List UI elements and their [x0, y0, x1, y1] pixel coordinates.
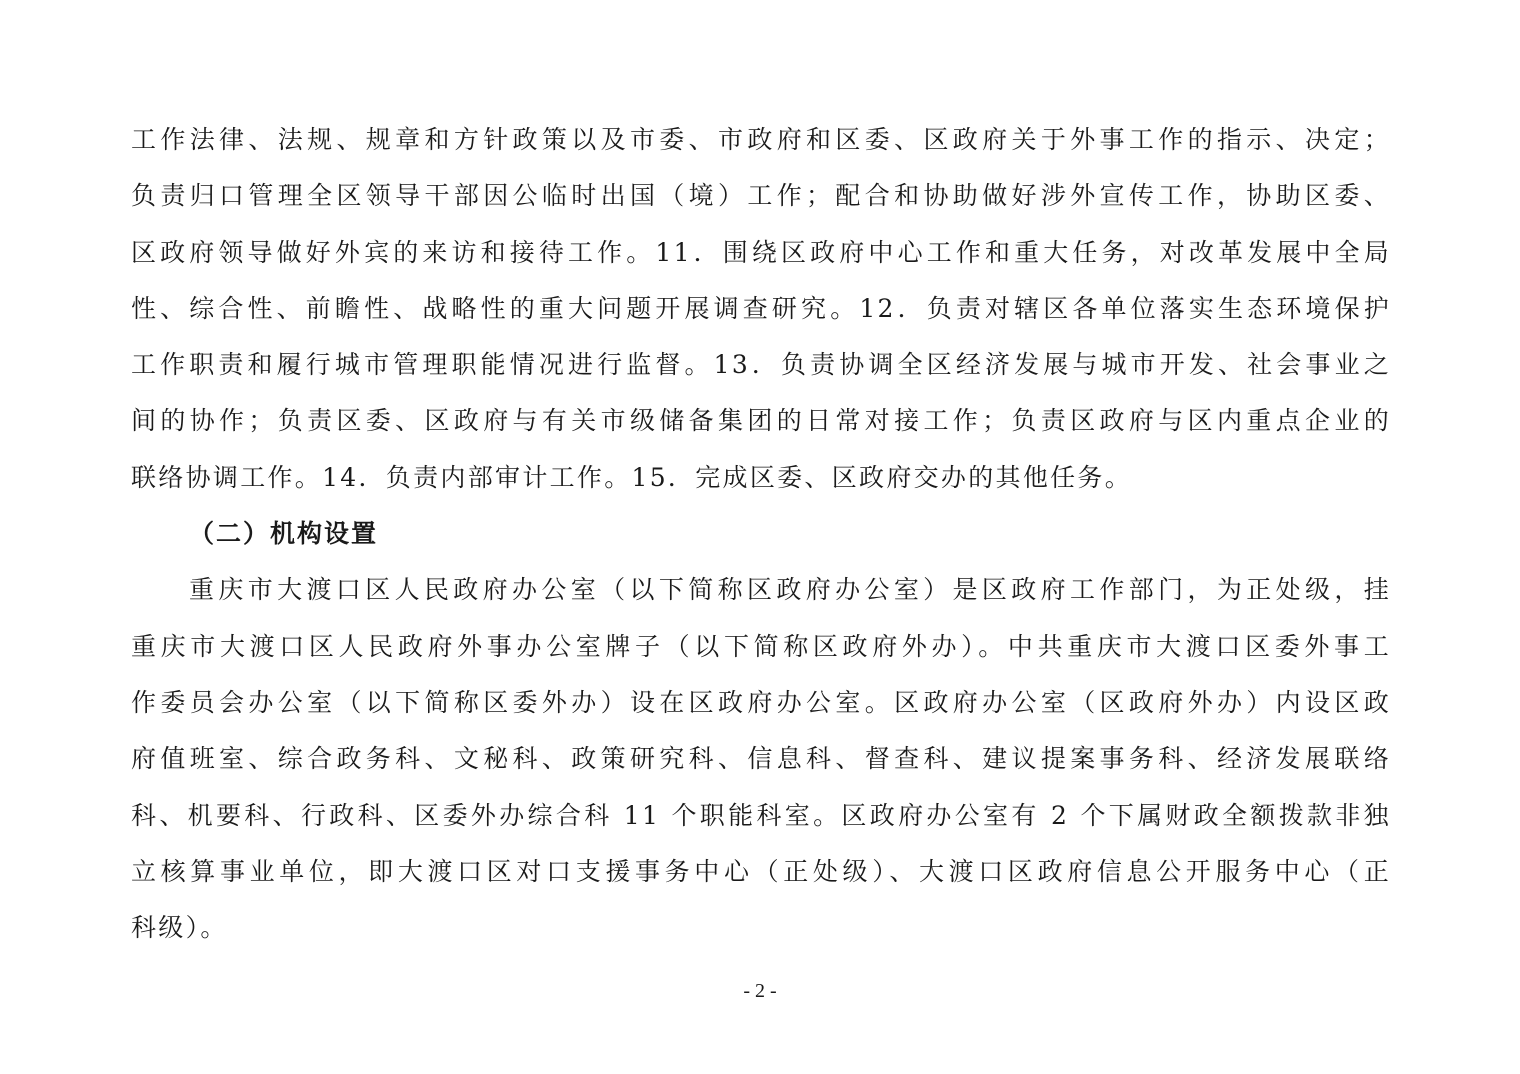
paragraph-line: 重庆市大渡口区人民政府外事办公室牌子（以下简称区政府外办）。中共重庆市大渡口区委外事工	[131, 631, 1391, 661]
paragraph-line: 工作法律、法规、规章和方针政策以及市委、市政府和区委、区政府关于外事工作的指示、决定；	[131, 125, 1391, 154]
paragraph-line: 负责归口管理全区领导干部因公临时出国（境）工作；配合和协助做好涉外宣传工作，协助区委、	[131, 181, 1391, 211]
paragraph-line: 科、机要科、行政科、区委外办综合科 11 个职能科室。区政府办公室有 2 个下属财政全额拨款非独	[131, 800, 1391, 830]
page-number: - 2 -	[743, 980, 777, 1002]
body-text	[131, 118, 1391, 962]
paragraph-line: 性、综合性、前瞻性、战略性的重大问题开展调查研究。12．负责对辖区各单位落实生态环境保护	[131, 293, 1391, 323]
paragraph-line: 科级）。	[131, 913, 228, 943]
paragraph-line: 立核算事业单位，即大渡口区对口支援事务中心（正处级）、大渡口区政府信息公开服务中心（正	[131, 856, 1391, 886]
paragraph-line: 作委员会办公室（以下简称区委外办）设在区政府办公室。区政府办公室（区政府外办）内设区政	[131, 687, 1391, 717]
paragraph-line: 联络协调工作。14．负责内部审计工作。15．完成区委、区政府交办的其他任务。	[131, 462, 1133, 492]
paragraph-line: 间的协作；负责区委、区政府与有关市级储备集团的日常对接工作；负责区政府与区内重点企业的	[131, 406, 1391, 436]
paragraph-line: 府值班室、综合政务科、文秘科、政策研究科、信息科、督查科、建议提案事务科、经济发展联络	[131, 744, 1391, 774]
section-heading: （二）机构设置	[189, 519, 379, 549]
paragraph-line: 区政府领导做好外宾的来访和接待工作。11．围绕区政府中心工作和重大任务，对改革发展中全局	[131, 237, 1391, 267]
paragraph-line: 重庆市大渡口区人民政府办公室（以下简称区政府办公室）是区政府工作部门，为正处级，挂	[189, 575, 1391, 605]
paragraph-line: 工作职责和履行城市管理职能情况进行监督。13．负责协调全区经济发展与城市开发、社会事业之	[131, 350, 1391, 380]
